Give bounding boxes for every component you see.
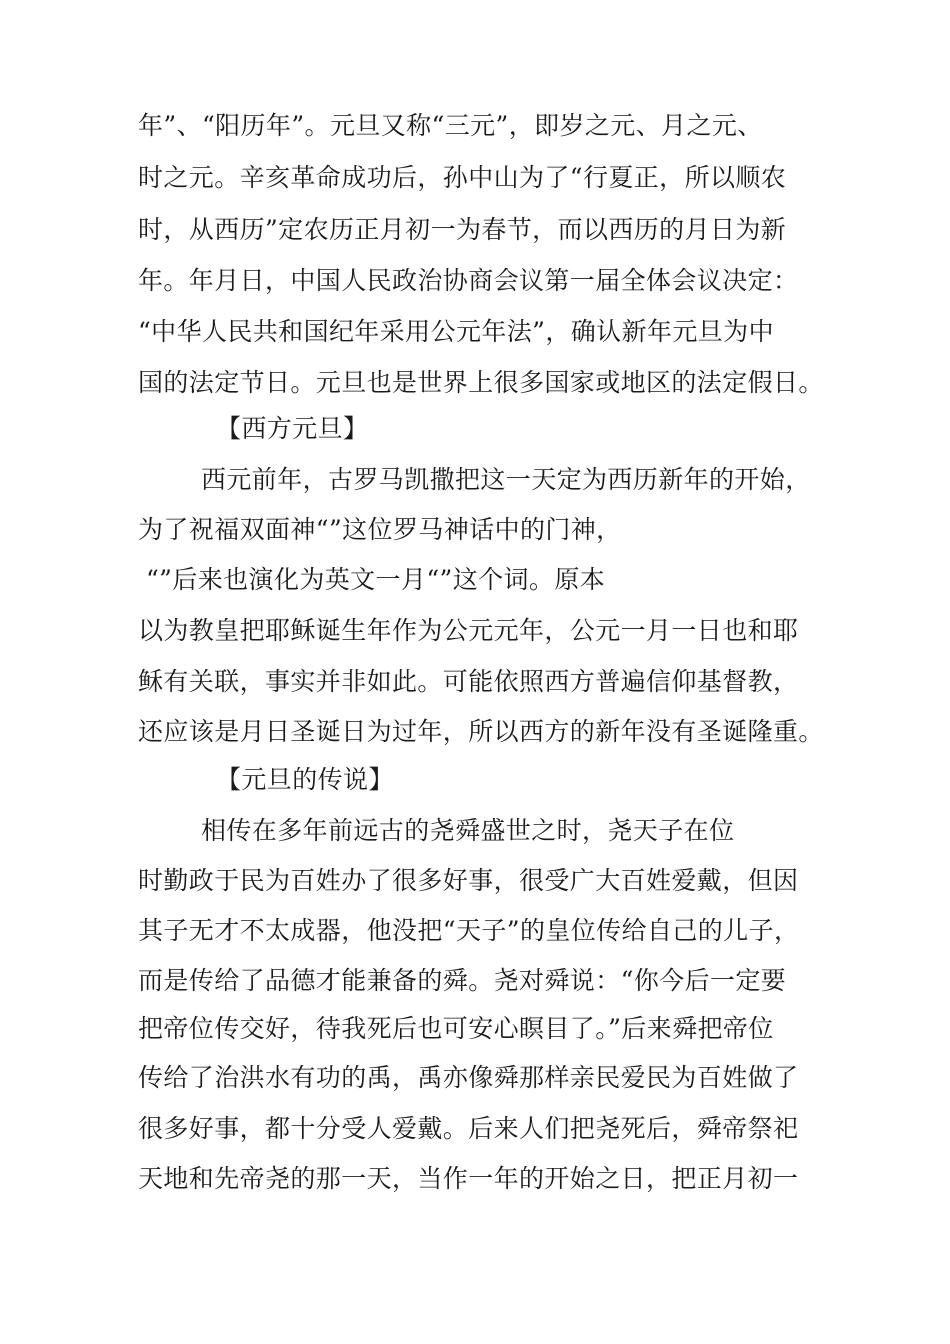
text-line: 天地和先帝尧的那一天，当作一年的开始之日，把正月初一 — [138, 1164, 799, 1193]
text-line: 为了祝福双面神“”这位罗马神话中的门神， — [138, 515, 622, 544]
text-line: 西元前年，古罗马凯撒把这一天定为西历新年的开始， — [201, 465, 811, 494]
text-line: “中华人民共和国纪年采用公元年法”，确认新年元旦为中 — [138, 317, 774, 346]
text-line: 而是传给了品德才能兼备的舜。尧对舜说：“你今后一定要 — [138, 966, 787, 995]
text-line: 时勤政于民为百姓办了很多好事，很受广大百姓爱戴，但因 — [138, 866, 799, 895]
text-line: 相传在多年前远古的尧舜盛世之时，尧天子在位 — [201, 816, 735, 845]
text-line: 国的法定节日。元旦也是世界上很多国家或地区的法定假日。 — [138, 368, 824, 397]
text-line: 时，从西历”定农历正月初一为春节，而以西历的月日为新 — [138, 215, 787, 244]
text-line: “”后来也演化为英文一月“”这个词。原本 — [146, 565, 606, 594]
text-line: 年。年月日，中国人民政治协商会议第一届全体会议决定： — [138, 266, 799, 295]
section-heading-legend: 【元旦的传说】 — [216, 765, 394, 794]
text-line: 以为教皇把耶稣诞生年作为公元元年，公元一月一日也和耶 — [138, 616, 799, 645]
section-heading-western-new-year: 【西方元旦】 — [216, 414, 369, 443]
text-line: 年”、“阳历年”。元旦又称“三元”，即岁之元、月之元、 — [138, 111, 763, 140]
text-line: 把帝位传交好，待我死后也可安心瞑目了。”后来舜把帝位 — [138, 1014, 774, 1043]
text-line: 还应该是月日圣诞日为过年，所以西方的新年没有圣诞隆重。 — [138, 717, 824, 746]
text-line: 很多好事，都十分受人爱戴。后来人们把尧死后，舜帝祭祀 — [138, 1114, 799, 1143]
text-line: 稣有关联，事实并非如此。可能依照西方普遍信仰基督教， — [138, 667, 799, 696]
text-line: 传给了治洪水有功的禹，禹亦像舜那样亲民爱民为百姓做了 — [138, 1063, 799, 1092]
text-line: 其子无才不太成器，他没把“天子”的皇位传给自己的儿子， — [138, 916, 800, 945]
text-line: 时之元。辛亥革命成功后，孙中山为了“行夏正，所以顺农 — [138, 163, 787, 192]
